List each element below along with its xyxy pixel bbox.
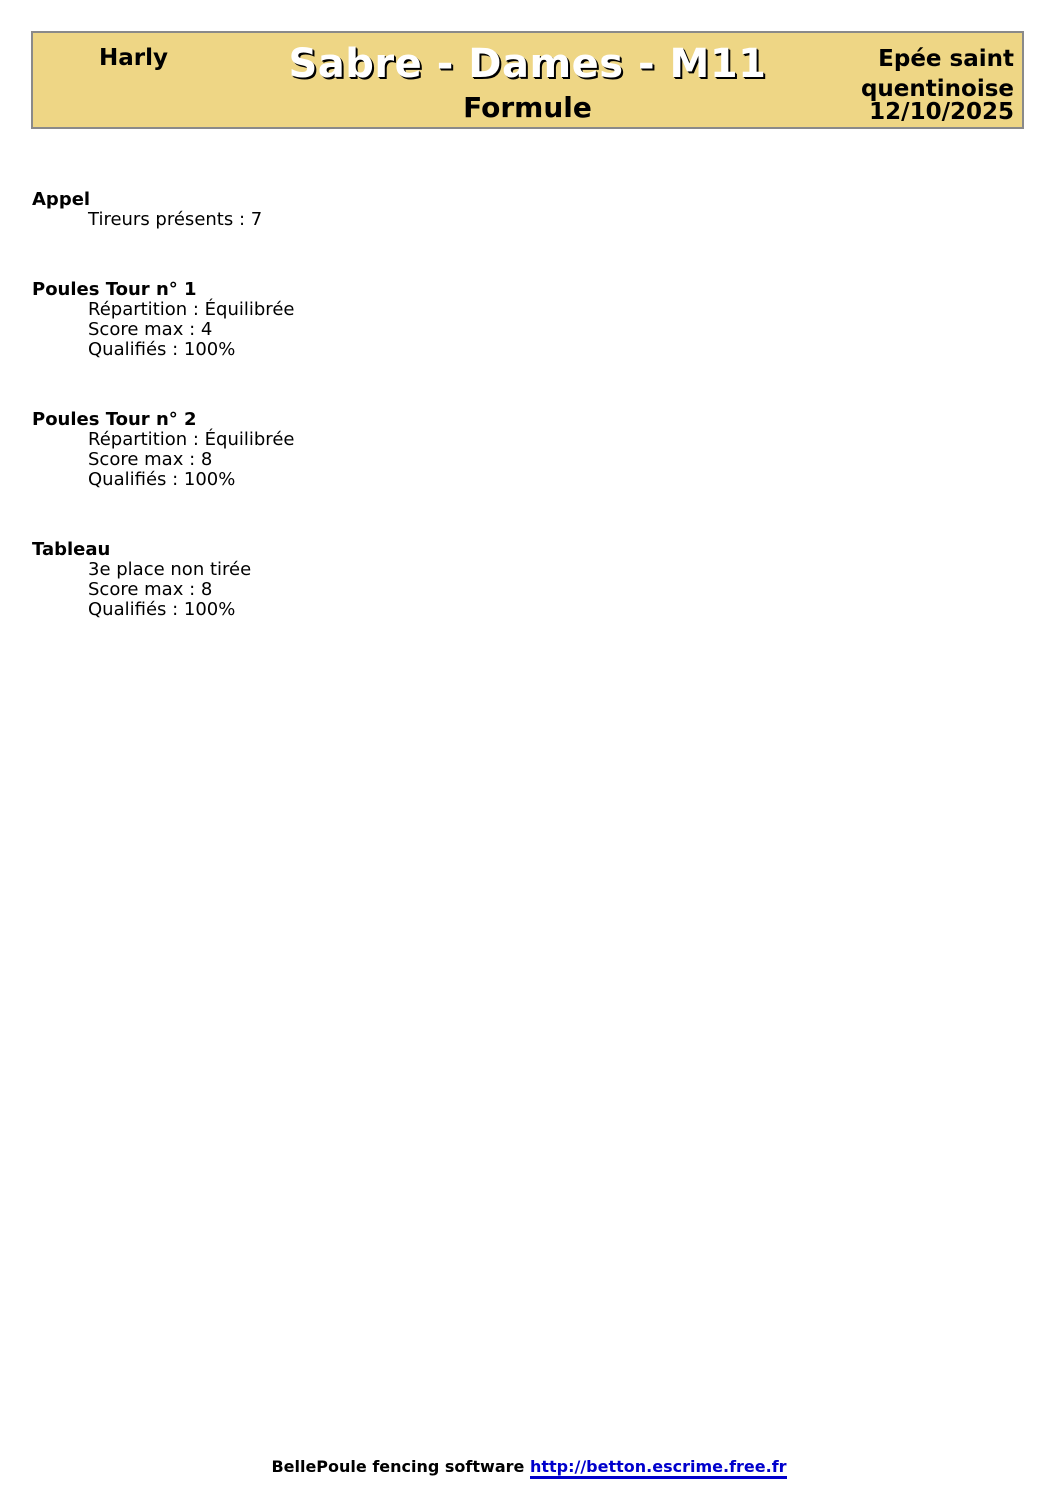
section-poules-tour-2	[32, 410, 932, 490]
page-header	[31, 31, 1024, 129]
footer-website-link[interactable]: http://betton.escrime.free.fr	[530, 1457, 787, 1479]
page-footer	[0, 1457, 1058, 1476]
section-line: Répartition : Équilibrée	[88, 299, 295, 320]
section-title: Appel	[32, 189, 91, 210]
section-line: Score max : 8	[88, 449, 213, 470]
section-title: Poules Tour n° 1	[32, 279, 197, 300]
section-line: 3e place non tirée	[88, 559, 252, 580]
section-appel	[32, 190, 932, 230]
section-title: Poules Tour n° 2	[32, 409, 197, 430]
footer-software-text: BellePoule fencing software	[271, 1457, 525, 1476]
section-title: Tableau	[32, 539, 111, 560]
competition-title: Sabre - Dames - M11	[288, 41, 767, 87]
section-line: Score max : 8	[88, 579, 213, 600]
section-line: Score max : 4	[88, 319, 213, 340]
section-poules-tour-1	[32, 280, 932, 360]
competition-date: 12/10/2025	[869, 99, 1014, 125]
section-line: Tireurs présents : 7	[88, 209, 263, 230]
section-line: Qualifiés : 100%	[88, 469, 236, 490]
page-subtitle: Formule	[463, 91, 592, 124]
club-name: Harly	[99, 45, 168, 71]
section-line: Répartition : Équilibrée	[88, 429, 295, 450]
section-line: Qualifiés : 100%	[88, 339, 236, 360]
formula-content	[32, 190, 932, 670]
section-line: Qualifiés : 100%	[88, 599, 236, 620]
section-tableau	[32, 540, 932, 620]
organizer-name: Epée saint quentinoise	[860, 46, 1014, 102]
